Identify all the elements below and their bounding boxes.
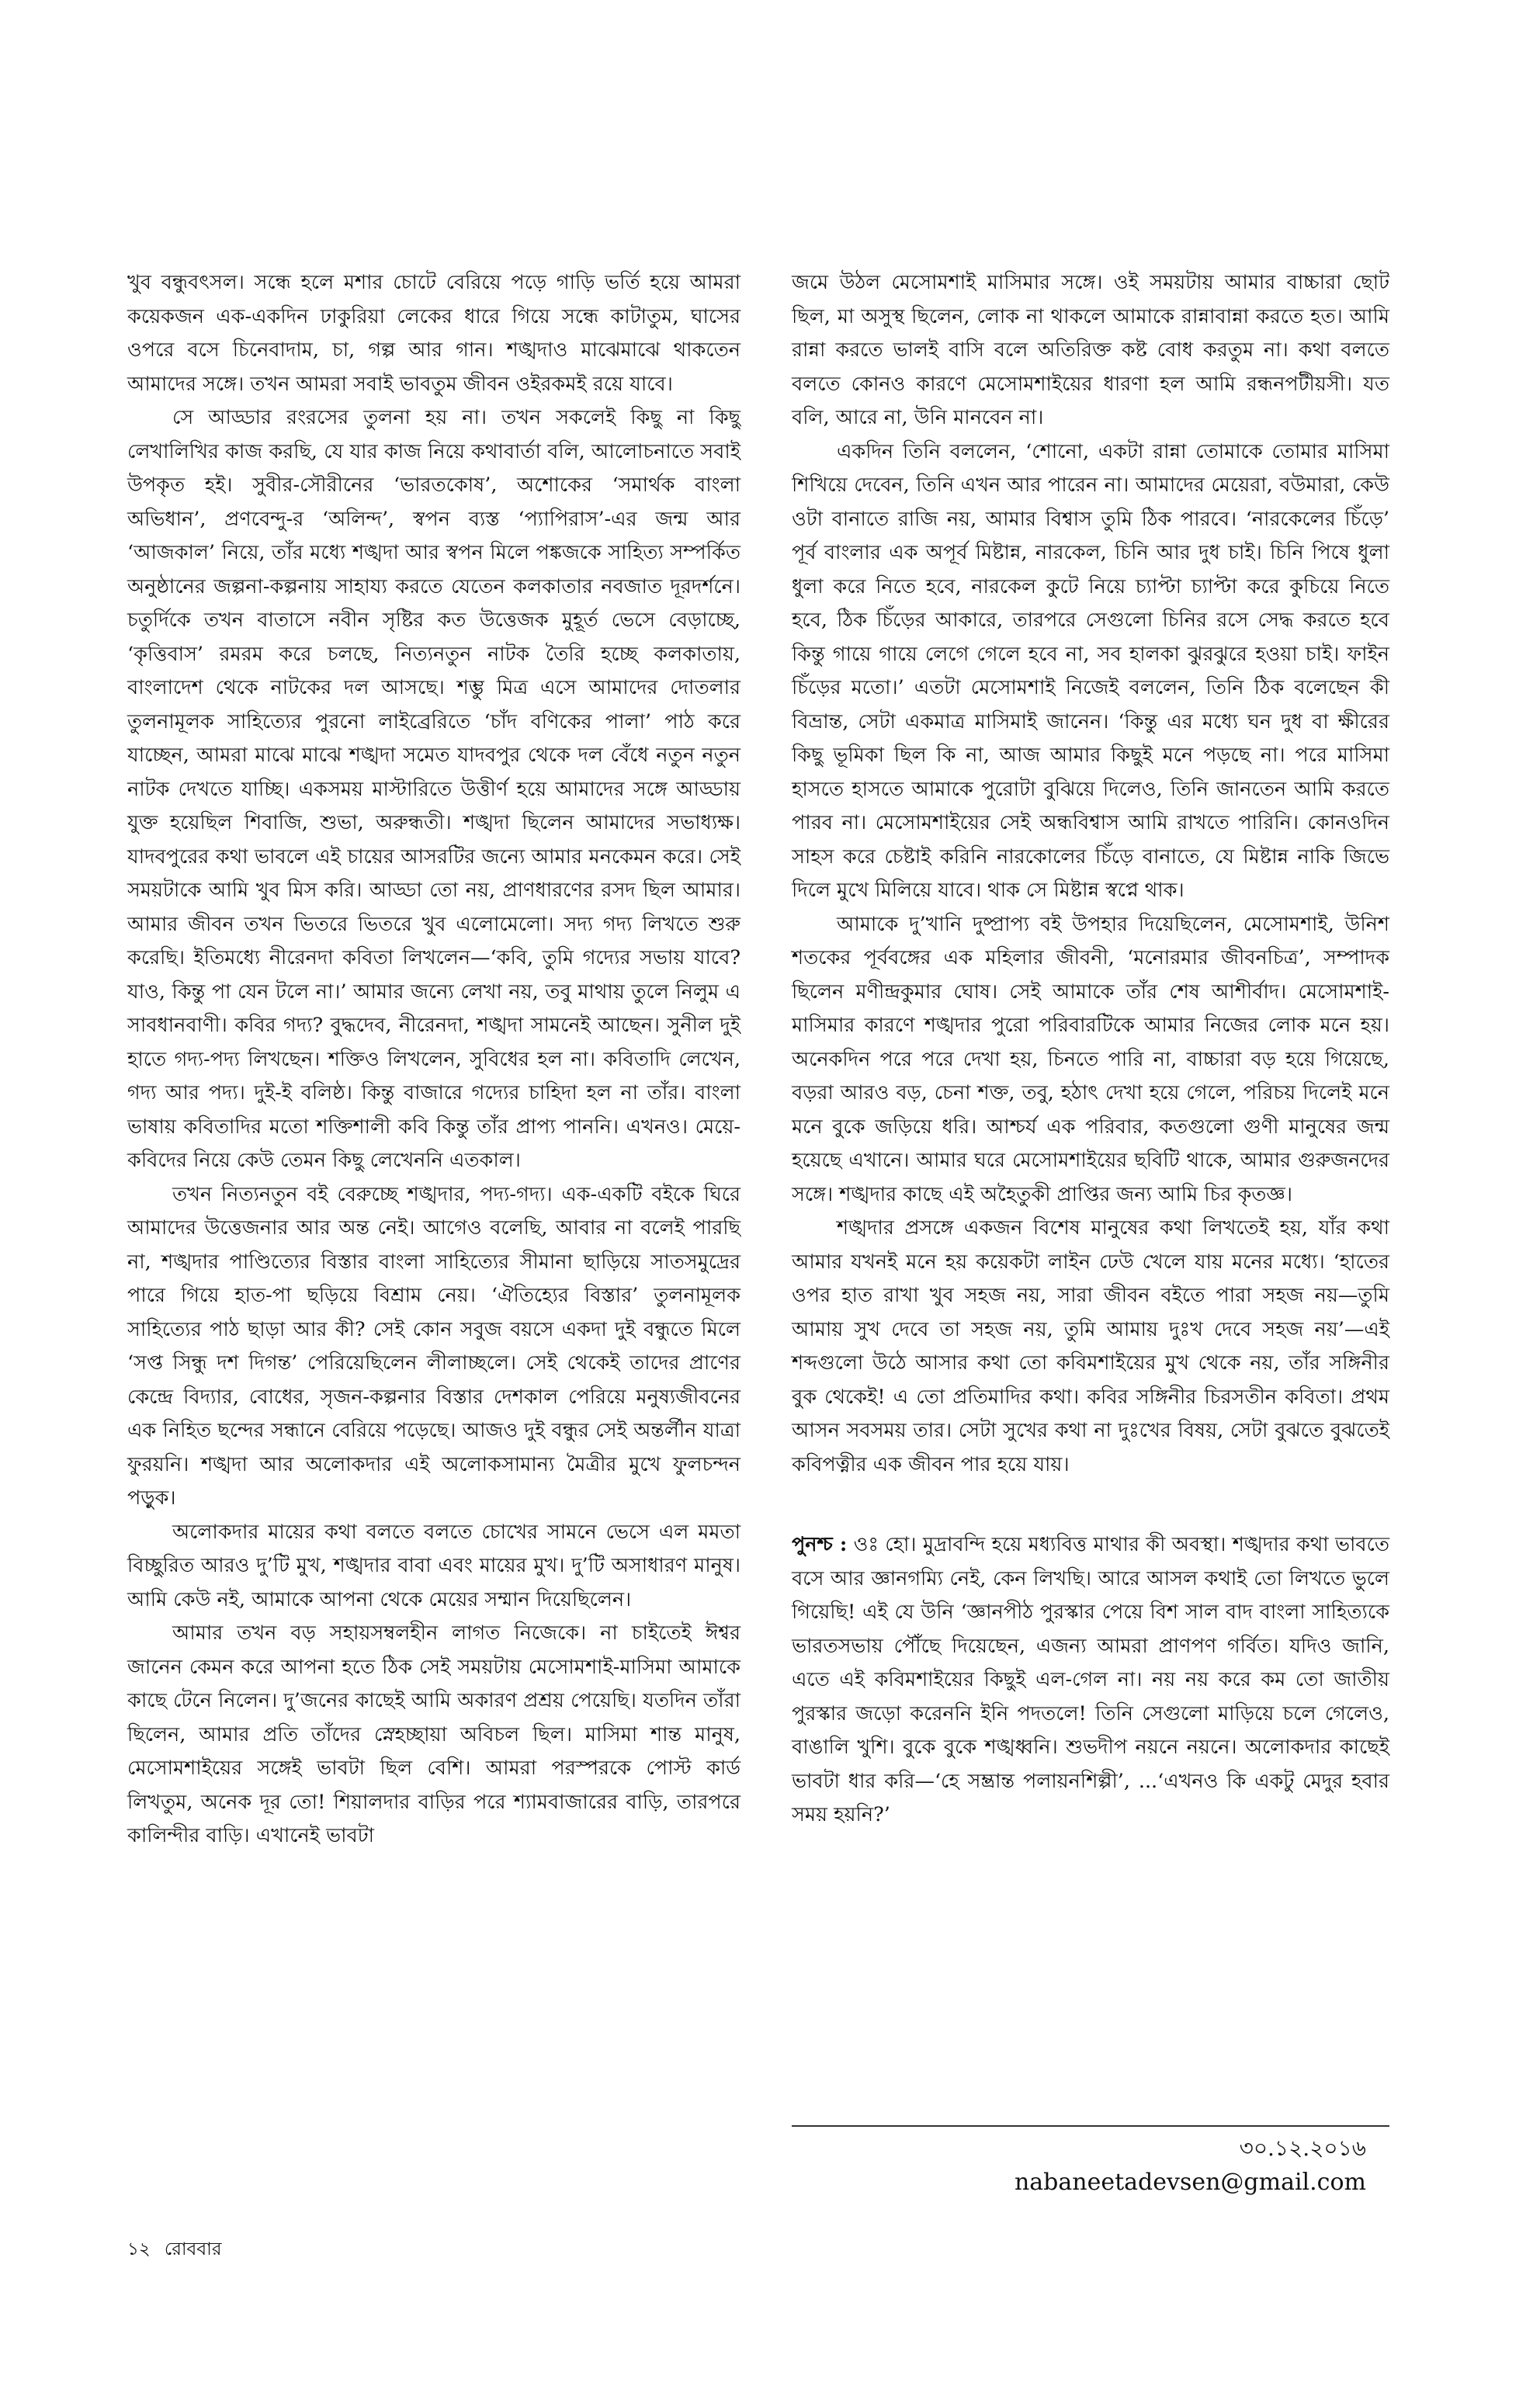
author-email: nabaneetadevsen@gmail.com bbox=[1014, 2169, 1366, 2196]
article-paragraph: জমে উঠল মেসোমশাই মাসিমার সঙ্গে। ওই সময়টায় আমার বাচ্চারা ছোট ছিল, মা অসুস্থ ছিলেন, লোক না থাকলে আমাকে রান্নাবান্না করতে হত। আমি রান্না করতে ভালই বাসি বলে অতিরিক্ত কষ্ট বোধ করতুম না। কথা বলতে বলতে কোনও কারণে মেসোমশাইয়ের ধারণা হল আমি রন্ধনপটীয়সী। যত বলি, আরে না, উনি মানবেন না। bbox=[792, 271, 1389, 429]
article-paragraph: শঙ্খদার প্রসঙ্গে একজন বিশেষ মানুষের কথা লিখতেই হয়, যাঁর কথা আমার যখনই মনে হয় কয়েকটা লাইন ঢেউ খেলে যায় মনের মধ্যে। ‘হাতের ওপর হাত রাখা খুব সহজ নয়, সারা জীবন বইতে পারা সহজ নয়—তুমি আমায় সুখ দেবে তা সহজ নয়, তুমি আমায় দুঃখ দেবে সহজ নয়’—এই শব্দগুলো উঠে আসার কথা তো কবিমশাইয়ের মুখ থেকে নয়, তাঁর সঙ্গিনীর বুক থেকেই! এ তো প্রতিমাদির কথা। কবির সঙ্গিনীর চিরসতীন কবিতা। প্রথম আসন সবসময় তার। সেটা সুখের কথা না দুঃখের বিষয়, সেটা বুঝতে বুঝতেই কবিপত্নীর এক জীবন পার হয়ে যায়। bbox=[792, 1216, 1389, 1476]
postscript bbox=[792, 1528, 1389, 1833]
signature-divider bbox=[792, 2125, 1389, 2127]
postscript-text: ওঃ হো। মুদ্রাবন্দি হয়ে মধ্যবিত্ত মাথার কী অবস্থা। শঙ্খদার কথা ভাবতে বসে আর জ্ঞানগম্যি নেই, কেন লিখছি। আরে আসল কথাই তো লিখতে ভুলে গিয়েছি! এই যে উনি ‘জ্ঞানপীঠ পুরস্কার পেয়ে বিশ সাল বাদ বাংলা সাহিত্যকে ভারতসভায় পৌঁছে দিয়েছেন, এজন্য আমরা প্রাণপণ গর্বিত। যদিও জানি, এতে এই কবিমশাইয়ের কিছুই এল-গেল না। নয় নয় করে কম তো জাতীয় পুরস্কার জড়ো করেননি ইনি পদতলে! তিনি সেগুলো মাড়িয়ে চলে গেলেও, বাঙালি খুশি। বুকে বুকে শঙ্খধ্বনি। শুভদীপ নয়নে নয়নে। অলোকদার কাছেই ভাবটা ধার করি—‘হে সম্ভ্রান্ত পলায়নশিল্পী’, ...‘এখনও কি একটু মেদুর হবার সময় হয়নি?’ bbox=[792, 1533, 1389, 1826]
signature-date: ৩০.১২.২০১৬ bbox=[1239, 2135, 1366, 2161]
left-column bbox=[127, 266, 741, 1854]
article-paragraph: খুব বন্ধুবৎসল। সন্ধে হলে মশার চোটে বেরিয়ে পড়ে গাড়ি ভর্তি হয়ে আমরা কয়েকজন এক-একদিন ঢাকুরিয়া লেকের ধারে গিয়ে সন্ধে কাটাতুম, ঘাসের ওপরে বসে চিনেবাদাম, চা, গল্প আর গান। শঙ্খদাও মাঝেমাঝে থাকতেন আমাদের সঙ্গে। তখন আমরা সবাই ভাবতুম জীবন ওইরকমই রয়ে যাবে। bbox=[127, 271, 741, 396]
page-footer bbox=[127, 2235, 221, 2263]
article-paragraph: আমাকে দু’খানি দুষ্প্রাপ্য বই উপহার দিয়েছিলেন, মেসোমশাই, উনিশ শতকের পূর্ববঙ্গের এক মহিলার জীবনী, ‘মনোরমার জীবনচিত্র’, সম্পাদক ছিলেন মণীন্দ্রকুমার ঘোষ। সেই আমাকে তাঁর শেষ আশীর্বাদ। মেসোমশাই-মাসিমার কারণে শঙ্খদার পুরো পরিবারটিকে আমার নিজের লোক মনে হয়। অনেকদিন পরে পরে দেখা হয়, চিনতে পারি না, বাচ্চারা বড় হয়ে গিয়েছে, বড়রা আরও বড়, চেনা শক্ত, তবু, হঠাৎ দেখা হয়ে গেলে, পরিচয় দিলেই মনে মনে বুকে জড়িয়ে ধরি। আশ্চর্য এক পরিবার, কতগুলো গুণী মানুষের জন্ম হয়েছে এখানে। আমার ঘরে মেসোমশাইয়ের ছবিটি থাকে, আমার গুরুজনদের সঙ্গে। শঙ্খদার কাছে এই অহৈতুকী প্রাপ্তির জন্য আমি চির কৃতজ্ঞ। bbox=[792, 912, 1389, 1206]
article-paragraph: সে আড্ডার রংরসের তুলনা হয় না। তখন সকলেই কিছু না কিছু লেখালিখির কাজ করছি, যে যার কাজ নিয়ে কথাবার্তা বলি, আলোচনাতে সবাই উপকৃত হই। সুবীর-সৌরীনের ‘ভারতকোষ’, অশোকের ‘সমার্থক বাংলা অভিধান’, প্রণবেন্দু-র ‘অলিন্দ’, স্বপন ব্যস্ত ‘প্যাপিরাস’-এর জন্ম আর ‘আজকাল’ নিয়ে, তাঁর মধ্যে শঙ্খদা আর স্বপন মিলে পঙ্কজকে সাহিত্য সম্পর্কিত অনুষ্ঠানের জল্পনা-কল্পনায় সাহায্য করতে যেতেন কলকাতার নবজাত দূরদর্শনে। চতুর্দিকে তখন বাতাসে নবীন সৃষ্টির কত উত্তেজক মুহূর্ত ভেসে বেড়াচ্ছে, ‘কৃত্তিবাস’ রমরম করে চলছে, নিত্যনতুন নাটক তৈরি হচ্ছে কলকাতায়, বাংলাদেশ থেকে নাটকের দল আসছে। শম্ভু মিত্র এসে আমাদের দোতলার তুলনামূলক সাহিত্যের পুরনো লাইব্রেরিতে ‘চাঁদ বণিকের পালা’ পাঠ করে যাচ্ছেন, আমরা মাঝে মাঝে শঙ্খদা সমেত যাদবপুর থেকে দল বেঁধে নতুন নতুন নাটক দেখতে যাচ্ছি। একসময় মাস্টারিতে উত্তীর্ণ হয়ে আমাদের সঙ্গে আড্ডায় যুক্ত হয়েছিল শিবাজি, শুভা, অরুন্ধতী। শঙ্খদা ছিলেন আমাদের সভাধ্যক্ষ। যাদবপুরের কথা ভাবলে এই চায়ের আসরটির জন্যে আমার মনকেমন করে। সেই সময়টাকে আমি খুব মিস করি। আড্ডা তো নয়, প্রাণধারণের রসদ ছিল আমার। আমার জীবন তখন ভিতরে ভিতরে খুব এলোমেলো। সদ্য গদ্য লিখতে শুরু করেছি। ইতিমধ্যে নীরেনদা কবিতা লিখলেন—‘কবি, তুমি গদ্যের সভায় যাবে? যাও, কিন্তু পা যেন টলে না।’ আমার জন্যে লেখা নয়, তবু মাথায় তুলে নিলুম এ সাবধানবাণী। কবির গদ্য? বুদ্ধদেব, নীরেনদা, শঙ্খদা সামনেই আছেন। সুনীল দুই হাতে গদ্য-পদ্য লিখছেন। শক্তিও লিখলেন, সুবিধের হল না। কবিতাদি লেখেন, গদ্য আর পদ্য। দুই-ই বলিষ্ঠ। কিন্তু বাজারে গদ্যের চাহিদা হল না তাঁর। বাংলা ভাষায় কবিতাদির মতো শক্তিশালী কবি কিন্তু তাঁর প্রাপ্য পাননি। এখনও। মেয়ে-কবিদের নিয়ে কেউ তেমন কিছু লেখেননি এতকাল। bbox=[127, 406, 741, 1172]
section-name: রোববার bbox=[164, 2239, 222, 2259]
page-number: ১২ bbox=[127, 2239, 151, 2259]
article-paragraph: একদিন তিনি বললেন, ‘শোনো, একটা রান্না তোমাকে তোমার মাসিমা শিখিয়ে দেবেন, তিনি এখন আর পারেন না। আমাদের মেয়েরা, বউমারা, কেউ ওটা বানাতে রাজি নয়, আমার বিশ্বাস তুমি ঠিক পারবে। ‘নারকেলের চিঁড়ে’ পূর্ব বাংলার এক অপূর্ব মিষ্টান্ন, নারকেল, চিনি আর দুধ চাই। চিনি পিষে ধুলা ধুলা করে নিতে হবে, নারকেল কুটে নিয়ে চ্যাপ্টা চ্যাপ্টা করে কুচিয়ে নিতে হবে, ঠিক চিঁড়ের আকারে, তারপরে সেগুলো চিনির রসে সেদ্ধ করতে হবে কিন্তু গায়ে গায়ে লেগে গেলে হবে না, সব হালকা ঝুরঝুরে হওয়া চাই। ফাইন চিঁড়ের মতো।’ এতটা মেসোমশাই নিজেই বললেন, তিনি ঠিক বলেছেন কী বিভ্রান্ত, সেটা একমাত্র মাসিমাই জানেন। ‘কিন্তু এর মধ্যে ঘন দুধ বা ক্ষীরের কিছু ভূমিকা ছিল কি না, আজ আমার কিছুই মনে পড়ছে না। পরে মাসিমা হাসতে হাসতে আমাকে পুরোটা বুঝিয়ে দিলেও, তিনি জানতেন আমি করতে পারব না। মেসোমশাইয়ের সেই অন্ধবিশ্বাস আমি রাখতে পারিনি। কোনওদিন সাহস করে চেষ্টাই করিনি নারকোলের চিঁড়ে বানাতে, যে মিষ্টান্ন নাকি জিভে দিলে মুখে মিলিয়ে যাবে। থাক সে মিষ্টান্ন স্বপ্নে থাক। bbox=[792, 439, 1389, 902]
right-column bbox=[792, 266, 1389, 1833]
postscript-label: পুনশ্চ : bbox=[792, 1533, 848, 1556]
article-paragraph: তখন নিত্যনতুন বই বেরুচ্ছে শঙ্খদার, পদ্য-গদ্য। এক-একটি বইকে ঘিরে আমাদের উত্তেজনার আর অন্ত নেই। আগেও বলেছি, আবার না বলেই পারছি না, শঙ্খদার পাণ্ডিত্যের বিস্তার বাংলা সাহিত্যের সীমানা ছাড়িয়ে সাতসমুদ্রের পারে গিয়ে হাত-পা ছড়িয়ে বিশ্রাম নেয়। ‘ঐতিহ্যের বিস্তার’ তুলনামূলক সাহিত্যের পাঠ ছাড়া আর কী? সেই কোন সবুজ বয়সে একদা দুই বন্ধুতে মিলে ‘সপ্ত সিন্ধু দশ দিগন্ত’ পেরিয়েছিলেন লীলাচ্ছলে। সেই থেকেই তাদের প্রাণের কেন্দ্রে বিদ্যার, বোধের, সৃজন-কল্পনার বিস্তার দেশকাল পেরিয়ে মনুষ্যজীবনের এক নিহিত ছন্দের সন্ধানে বেরিয়ে পড়েছে। আজও দুই বন্ধুর সেই অন্তর্লীন যাত্রা ফুরয়নি। শঙ্খদা আর অলোকদার এই অলোকসামান্য মৈত্রীর মুখে ফুলচন্দন পড়ুক। bbox=[127, 1182, 741, 1510]
article-paragraph: অলোকদার মায়ের কথা বলতে বলতে চোখের সামনে ভেসে এল মমতা বিচ্ছুরিত আরও দু’টি মুখ, শঙ্খদার বাবা এবং মায়ের মুখ। দু’টি অসাধারণ মানুষ। আমি কেউ নই, আমাকে আপনা থেকে মেয়ের সম্মান দিয়েছিলেন। bbox=[127, 1520, 741, 1611]
article-paragraph: আমার তখন বড় সহায়সম্বলহীন লাগত নিজেকে। না চাইতেই ঈশ্বর জানেন কেমন করে আপনা হতে ঠিক সেই সময়টায় মেসোমশাই-মাসিমা আমাকে কাছে টেনে নিলেন। দু’জনের কাছেই আমি অকারণ প্রশ্রয় পেয়েছি। যতদিন তাঁরা ছিলেন, আমার প্রতি তাঁদের স্নেহচ্ছায়া অবিচল ছিল। মাসিমা শান্ত মানুষ, মেসোমশাইয়ের সঙ্গেই ভাবটা ছিল বেশি। আমরা পরস্পরকে পোস্ট কার্ড লিখতুম, অনেক দূর তো! শিয়ালদার বাড়ির পরে শ্যামবাজারের বাড়ি, তারপরে কালিন্দীর বাড়ি। এখানেই ভাবটা bbox=[127, 1621, 741, 1847]
